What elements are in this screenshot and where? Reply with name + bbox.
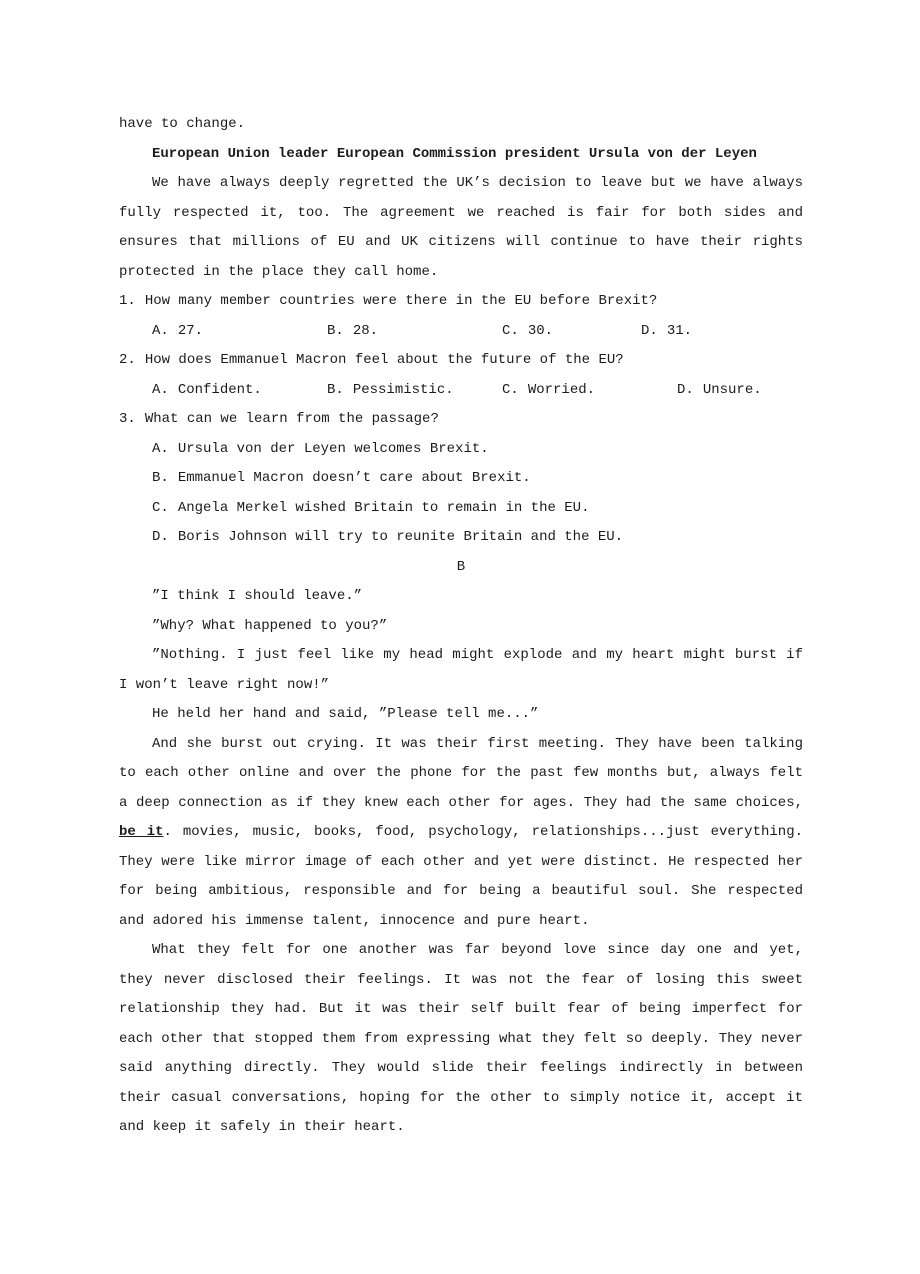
option-1d-text: 31.	[666, 322, 693, 339]
option-2b-text: Pessimistic.	[352, 381, 454, 398]
option-3a-label: A.	[152, 440, 169, 457]
option-3d-text: Boris Johnson will try to reunite Britain and the EU.	[177, 529, 624, 545]
option-3c	[119, 494, 803, 524]
option-1c	[502, 317, 553, 347]
dialogue-line-4: He held her hand and said, ”Please tell me...”	[152, 706, 539, 722]
option-3c-label: C.	[152, 499, 169, 516]
option-1b-text: 28.	[352, 322, 379, 339]
question-2-options	[119, 376, 803, 406]
question-1-number: 1.	[119, 293, 136, 309]
option-3a	[119, 435, 803, 465]
option-1a-text: 27.	[177, 322, 204, 339]
option-2d-label: D.	[677, 381, 694, 398]
option-2c	[502, 376, 595, 406]
question-3-number: 3.	[119, 411, 136, 427]
question-3-text: What can we learn from the passage?	[144, 411, 439, 427]
option-1c-label: C.	[502, 322, 519, 339]
option-2c-text: Worried.	[527, 381, 596, 398]
option-3b	[119, 464, 803, 494]
option-2d-text: Unsure.	[702, 381, 762, 398]
option-1d	[641, 317, 692, 347]
option-3b-text: Emmanuel Macron doesn’t care about Brexit.	[177, 470, 531, 486]
option-2a-label: A.	[152, 381, 169, 398]
question-2-text: How does Emmanuel Macron feel about the future of the EU?	[144, 352, 624, 368]
option-2a	[152, 376, 262, 406]
dialogue-line-3: ”Nothing. I just feel like my head might explode and my heart might burst if I won’t leave right now!”	[119, 647, 803, 693]
option-2c-label: C.	[502, 381, 519, 398]
emphasis-be-it: be it	[119, 824, 164, 840]
option-3d	[119, 523, 803, 553]
question-2	[119, 346, 803, 376]
final-paragraph: What they felt for one another was far beyond love since day one and yet, they never disclosed their feelings. It was not the fear of losing this sweet relationship they had. But it was their self built fear of being imperfect for each other that stopped them from expressing what they felt so deeply. They never said anything directly. They would slide their feelings indirectly in between their casual conversations, hoping for the other to simply notice it, accept it and keep it safely in their heart.	[119, 942, 803, 1135]
option-3c-text: Angela Merkel wished Britain to remain in the EU.	[177, 499, 590, 516]
passage-subheading: European Union leader European Commission president Ursula von der Leyen	[152, 145, 757, 162]
section-heading-b: B	[456, 558, 466, 575]
continuation-line: have to change.	[119, 116, 246, 132]
option-2d	[677, 376, 762, 406]
option-2a-text: Confident.	[177, 381, 262, 398]
option-3a-text: Ursula von der Leyen welcomes Brexit.	[177, 440, 489, 457]
question-1	[119, 287, 803, 317]
dialogue-line-2: ”Why? What happened to you?”	[152, 617, 388, 634]
meeting-paragraph-post: . movies, music, books, food, psychology, relationships...just everything. They were like mirror image of each other and yet were distinct. He respected her for being ambitious, responsible and for being a beautiful soul. She respected and adored his immense talent, innocence and pure heart.	[119, 824, 803, 929]
option-1a	[152, 317, 203, 347]
document-page	[119, 110, 803, 1143]
option-1a-label: A.	[152, 322, 169, 339]
option-3d-label: D.	[152, 529, 169, 545]
option-3b-label: B.	[152, 470, 169, 486]
option-1c-text: 30.	[527, 322, 554, 339]
eu-statement-paragraph: We have always deeply regretted the UK’s decision to leave but we have always fully respected it, too. The agreement we reached is fair for both sides and ensures that millions of EU and UK citizens will continue to have their rights protected in the place they call home.	[119, 175, 803, 280]
option-1b	[327, 317, 378, 347]
question-2-number: 2.	[119, 352, 136, 368]
option-2b-label: B.	[327, 381, 344, 398]
question-1-options	[119, 317, 803, 347]
dialogue-line-1: ”I think I should leave.”	[152, 588, 363, 604]
option-1d-label: D.	[641, 322, 658, 339]
meeting-paragraph-pre: And she burst out crying. It was their first meeting. They have been talking to each other online and over the phone for the past few months but, always felt a deep connection as if they knew each other for ages. They had the same choices,	[119, 735, 803, 811]
option-2b	[327, 376, 454, 406]
question-1-text: How many member countries were there in the EU before Brexit?	[144, 293, 658, 309]
question-3	[119, 405, 803, 435]
option-1b-label: B.	[327, 322, 344, 339]
meeting-paragraph	[119, 730, 803, 937]
